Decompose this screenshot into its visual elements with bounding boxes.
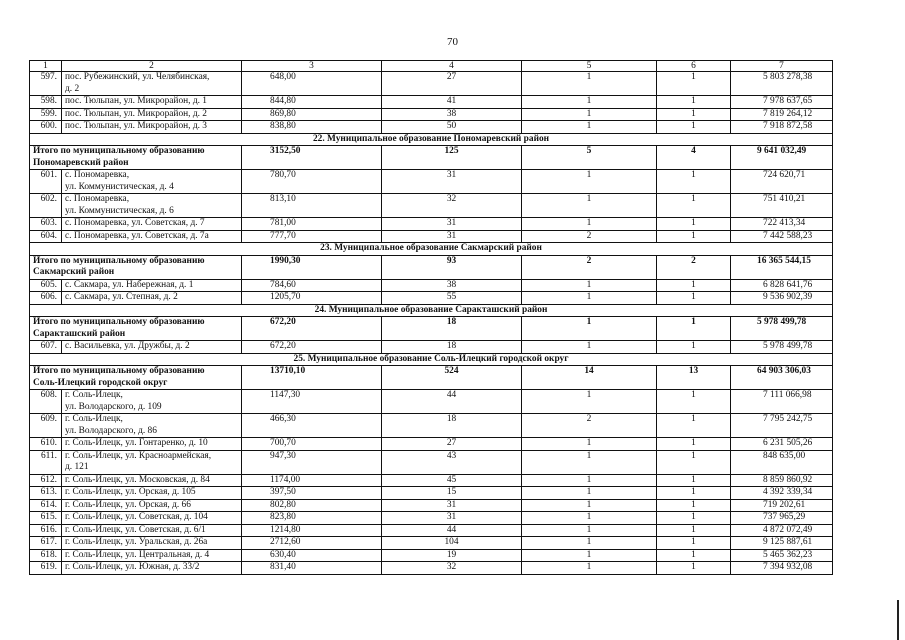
- col5-cell: 1: [522, 524, 657, 537]
- area-cell: 784,60: [242, 279, 382, 292]
- table-row: [30, 96, 833, 109]
- col5-cell: 1: [522, 537, 657, 550]
- text-line: г. Соль-Илецк, ул. Уральская, д. 26а: [65, 537, 208, 547]
- table-row: [30, 170, 833, 194]
- col6-cell: 1: [657, 414, 731, 438]
- table-row: [30, 499, 833, 512]
- text-line: д. 2: [65, 83, 80, 94]
- area-cell: 397,50: [242, 487, 382, 500]
- cost-cell: 848 635,00: [731, 450, 833, 474]
- col4-cell: 27: [382, 72, 522, 96]
- col4-cell: 31: [382, 499, 522, 512]
- subtotal-label: [30, 366, 242, 390]
- subtotal-row: [30, 146, 833, 170]
- column-number: 5: [522, 61, 657, 72]
- address-cell: [62, 474, 242, 487]
- text-line: пос. Тюльпан, ул. Микрорайон, д. 1: [65, 96, 207, 106]
- column-number: 7: [731, 61, 833, 72]
- area-cell: 838,80: [242, 121, 382, 134]
- page-number: 70: [447, 36, 458, 48]
- area-cell: 1205,70: [242, 292, 382, 305]
- row-number-cell: 604.: [30, 230, 62, 243]
- text-line: Соль-Илецкий городской округ: [33, 377, 168, 388]
- section-header-row: [30, 133, 833, 146]
- total-cost-cell: 16 365 544,15: [731, 255, 833, 279]
- col5-cell: 1: [522, 121, 657, 134]
- area-cell: 813,10: [242, 194, 382, 218]
- table-row: [30, 524, 833, 537]
- row-number-cell: 597.: [30, 72, 62, 96]
- text-line: с. Пономаревка,: [65, 170, 130, 180]
- col4-cell: 38: [382, 108, 522, 121]
- col6-cell: 1: [657, 218, 731, 231]
- area-cell: 780,70: [242, 170, 382, 194]
- subtotal-label: [30, 255, 242, 279]
- col5-cell: 1: [522, 292, 657, 305]
- table-row: [30, 487, 833, 500]
- text-line: г. Соль-Илецк, ул. Орская, д. 105: [65, 487, 196, 497]
- table-row: [30, 121, 833, 134]
- cost-cell: 7 819 264,12: [731, 108, 833, 121]
- address-cell: [62, 537, 242, 550]
- col5-cell: 1: [522, 194, 657, 218]
- total-cost-cell: 5 978 499,78: [731, 317, 833, 341]
- section-title: 23. Муниципальное образование Сакмарский район: [30, 243, 833, 256]
- address-cell: [62, 194, 242, 218]
- text-line: Итого по муниципальному образованию: [33, 146, 205, 156]
- row-number-cell: 606.: [30, 292, 62, 305]
- row-number-cell: 600.: [30, 121, 62, 134]
- section-header-row: [30, 353, 833, 366]
- col6-cell: 1: [657, 474, 731, 487]
- total-col5-cell: 14: [522, 366, 657, 390]
- table-row: [30, 292, 833, 305]
- cost-cell: 8 859 860,92: [731, 474, 833, 487]
- text-line: Итого по муниципальному образованию: [33, 317, 205, 327]
- row-number-cell: 601.: [30, 170, 62, 194]
- subtotal-row: [30, 366, 833, 390]
- cost-cell: 7 918 872,58: [731, 121, 833, 134]
- col4-cell: 55: [382, 292, 522, 305]
- col5-cell: 1: [522, 72, 657, 96]
- text-line: г. Соль-Илецк, ул. Советская, д. 6/1: [65, 524, 206, 535]
- address-cell: [62, 108, 242, 121]
- row-number-cell: 611.: [30, 450, 62, 474]
- row-number-cell: 609.: [30, 414, 62, 438]
- area-cell: 947,30: [242, 450, 382, 474]
- column-number: 1: [30, 61, 62, 72]
- col4-cell: 31: [382, 230, 522, 243]
- total-col6-cell: 4: [657, 146, 731, 170]
- row-number-cell: 607.: [30, 341, 62, 354]
- address-cell: [62, 230, 242, 243]
- table-row: [30, 549, 833, 562]
- text-line: Итого по муниципальному образованию: [33, 255, 205, 266]
- address-cell: [62, 121, 242, 134]
- column-number: 3: [242, 61, 382, 72]
- subtotal-row: [30, 255, 833, 279]
- col6-cell: 1: [657, 549, 731, 562]
- table-row: [30, 218, 833, 231]
- col5-cell: 1: [522, 562, 657, 575]
- address-cell: [62, 72, 242, 96]
- section-title: 25. Муниципальное образование Соль-Илецкий городской округ: [30, 353, 833, 366]
- table-row: [30, 390, 833, 414]
- text-line: г. Соль-Илецк,: [65, 390, 123, 400]
- col4-cell: 32: [382, 562, 522, 575]
- address-cell: [62, 341, 242, 354]
- row-number-cell: 615.: [30, 512, 62, 525]
- cost-cell: 4 872 072,49: [731, 524, 833, 537]
- cost-cell: 5 803 278,38: [731, 72, 833, 96]
- table-row: [30, 512, 833, 525]
- address-cell: [62, 487, 242, 500]
- column-number: 4: [382, 61, 522, 72]
- text-line: Сакмарский район: [33, 267, 115, 277]
- col4-cell: 38: [382, 279, 522, 292]
- text-line: пос. Тюльпан, ул. Микрорайон, д. 3: [65, 121, 207, 131]
- total-col6-cell: 1: [657, 317, 731, 341]
- text-line: г. Соль-Илецк, ул. Гонтаренко, д. 10: [65, 438, 208, 448]
- table-row: [30, 474, 833, 487]
- row-number-cell: 612.: [30, 474, 62, 487]
- text-line: ул. Коммунистическая, д. 6: [65, 205, 174, 216]
- cost-cell: 722 413,34: [731, 218, 833, 231]
- cost-cell: 4 392 339,34: [731, 487, 833, 500]
- address-cell: [62, 512, 242, 525]
- cost-cell: 9 536 902,39: [731, 292, 833, 305]
- area-cell: 700,70: [242, 438, 382, 451]
- col5-cell: 1: [522, 438, 657, 451]
- column-number: 6: [657, 61, 731, 72]
- column-number-row: [30, 61, 833, 72]
- cost-cell: 719 202,61: [731, 499, 833, 512]
- col6-cell: 1: [657, 194, 731, 218]
- col6-cell: 1: [657, 512, 731, 525]
- col5-cell: 1: [522, 450, 657, 474]
- text-line: с. Пономаревка, ул. Советская, д. 7а: [65, 230, 209, 241]
- cost-cell: 7 978 637,65: [731, 96, 833, 109]
- row-number-cell: 616.: [30, 524, 62, 537]
- table-row: [30, 108, 833, 121]
- text-line: ул. Володарского, д. 109: [65, 401, 162, 412]
- total-col4-cell: 125: [382, 146, 522, 170]
- area-cell: 823,80: [242, 512, 382, 525]
- col4-cell: 19: [382, 549, 522, 562]
- cost-cell: 7 111 066,98: [731, 390, 833, 414]
- col5-cell: 1: [522, 487, 657, 500]
- area-cell: 1147,30: [242, 390, 382, 414]
- row-number-cell: 617.: [30, 537, 62, 550]
- col4-cell: 31: [382, 170, 522, 194]
- col4-cell: 31: [382, 512, 522, 525]
- col6-cell: 1: [657, 524, 731, 537]
- text-line: Пономаревский район: [33, 157, 129, 168]
- row-number-cell: 613.: [30, 487, 62, 500]
- text-line: ул. Володарского, д. 86: [65, 425, 157, 436]
- address-cell: [62, 170, 242, 194]
- row-number-cell: 619.: [30, 562, 62, 575]
- col6-cell: 1: [657, 438, 731, 451]
- area-cell: 844,80: [242, 96, 382, 109]
- row-number-cell: 608.: [30, 390, 62, 414]
- text-line: с. Пономаревка,: [65, 194, 130, 204]
- cost-cell: 9 125 887,61: [731, 537, 833, 550]
- area-cell: 777,70: [242, 230, 382, 243]
- col5-cell: 1: [522, 218, 657, 231]
- col5-cell: 1: [522, 474, 657, 487]
- table-row: [30, 414, 833, 438]
- text-line: с. Сакмара, ул. Степная, д. 2: [65, 292, 178, 302]
- col5-cell: 1: [522, 341, 657, 354]
- address-cell: [62, 562, 242, 575]
- total-col5-cell: 1: [522, 317, 657, 341]
- total-col4-cell: 18: [382, 317, 522, 341]
- col5-cell: 1: [522, 549, 657, 562]
- text-line: с. Васильевка, ул. Дружбы, д. 2: [65, 341, 190, 351]
- table-row: [30, 537, 833, 550]
- text-line: д. 121: [65, 462, 89, 472]
- col6-cell: 1: [657, 279, 731, 292]
- area-cell: 648,00: [242, 72, 382, 96]
- text-line: с. Сакмара, ул. Набережная, д. 1: [65, 279, 194, 290]
- total-col6-cell: 13: [657, 366, 731, 390]
- address-cell: [62, 414, 242, 438]
- total-cost-cell: 64 903 306,03: [731, 366, 833, 390]
- col5-cell: 2: [522, 230, 657, 243]
- section-header-row: [30, 304, 833, 317]
- col4-cell: 43: [382, 450, 522, 474]
- section-title: 24. Муниципальное образование Саракташский район: [30, 304, 833, 317]
- col6-cell: 1: [657, 108, 731, 121]
- col4-cell: 15: [382, 487, 522, 500]
- area-cell: 466,30: [242, 414, 382, 438]
- col4-cell: 27: [382, 438, 522, 451]
- area-cell: 1214,80: [242, 524, 382, 537]
- table-row: [30, 341, 833, 354]
- col6-cell: 1: [657, 230, 731, 243]
- table-row: [30, 562, 833, 575]
- col6-cell: 1: [657, 341, 731, 354]
- total-col5-cell: 5: [522, 146, 657, 170]
- col4-cell: 50: [382, 121, 522, 134]
- area-cell: 1174,00: [242, 474, 382, 487]
- text-line: ул. Коммунистическая, д. 4: [65, 181, 174, 192]
- col4-cell: 18: [382, 414, 522, 438]
- table-row: [30, 450, 833, 474]
- col4-cell: 45: [382, 474, 522, 487]
- col4-cell: 18: [382, 341, 522, 354]
- subtotal-label: [30, 317, 242, 341]
- col4-cell: 104: [382, 537, 522, 550]
- row-number-cell: 598.: [30, 96, 62, 109]
- area-cell: 781,00: [242, 218, 382, 231]
- column-number: 2: [62, 61, 242, 72]
- col6-cell: 1: [657, 450, 731, 474]
- col6-cell: 1: [657, 121, 731, 134]
- area-cell: 869,80: [242, 108, 382, 121]
- total-area-cell: 672,20: [242, 317, 382, 341]
- col4-cell: 41: [382, 96, 522, 109]
- text-line: пос. Рубежинский, ул. Челябинская,: [65, 72, 210, 82]
- table-row: [30, 230, 833, 243]
- text-line: г. Соль-Илецк,: [65, 414, 123, 424]
- col5-cell: 1: [522, 279, 657, 292]
- area-cell: 630,40: [242, 549, 382, 562]
- cost-cell: 724 620,71: [731, 170, 833, 194]
- area-cell: 802,80: [242, 499, 382, 512]
- col6-cell: 1: [657, 96, 731, 109]
- row-number-cell: 614.: [30, 499, 62, 512]
- text-line: г. Соль-Илецк, ул. Московская, д. 84: [65, 474, 210, 485]
- col6-cell: 1: [657, 292, 731, 305]
- col5-cell: 1: [522, 96, 657, 109]
- total-col5-cell: 2: [522, 255, 657, 279]
- col4-cell: 32: [382, 194, 522, 218]
- row-number-cell: 618.: [30, 549, 62, 562]
- cost-cell: 6 828 641,76: [731, 279, 833, 292]
- col6-cell: 1: [657, 72, 731, 96]
- total-area-cell: 3152,50: [242, 146, 382, 170]
- row-number-cell: 603.: [30, 218, 62, 231]
- total-col6-cell: 2: [657, 255, 731, 279]
- address-cell: [62, 499, 242, 512]
- row-number-cell: 605.: [30, 279, 62, 292]
- col6-cell: 1: [657, 562, 731, 575]
- col5-cell: 1: [522, 170, 657, 194]
- cost-cell: 5 978 499,78: [731, 341, 833, 354]
- cost-cell: 5 465 362,23: [731, 549, 833, 562]
- table-row: [30, 279, 833, 292]
- row-number-cell: 599.: [30, 108, 62, 121]
- text-line: г. Соль-Илецк, ул. Орская, д. 66: [65, 499, 191, 510]
- col5-cell: 2: [522, 414, 657, 438]
- row-number-cell: 610.: [30, 438, 62, 451]
- address-cell: [62, 438, 242, 451]
- housing-table: [29, 60, 833, 575]
- col6-cell: 1: [657, 390, 731, 414]
- address-cell: [62, 279, 242, 292]
- total-area-cell: 13710,10: [242, 366, 382, 390]
- col5-cell: 1: [522, 499, 657, 512]
- section-header-row: [30, 243, 833, 256]
- cost-cell: 7 795 242,75: [731, 414, 833, 438]
- total-col4-cell: 93: [382, 255, 522, 279]
- area-cell: 2712,60: [242, 537, 382, 550]
- scan-edge-mark: [897, 600, 899, 640]
- col5-cell: 1: [522, 108, 657, 121]
- table-row: [30, 72, 833, 96]
- address-cell: [62, 96, 242, 109]
- subtotal-label: [30, 146, 242, 170]
- row-number-cell: 602.: [30, 194, 62, 218]
- text-line: г. Соль-Илецк, ул. Центральная, д. 4: [65, 549, 210, 560]
- total-area-cell: 1990,30: [242, 255, 382, 279]
- col5-cell: 1: [522, 512, 657, 525]
- address-cell: [62, 292, 242, 305]
- total-cost-cell: 9 641 032,49: [731, 146, 833, 170]
- cost-cell: 7 442 588,23: [731, 230, 833, 243]
- text-line: Саракташский район: [33, 328, 126, 339]
- text-line: г. Соль-Илецк, ул. Южная, д. 33/2: [65, 562, 200, 572]
- cost-cell: 737 965,29: [731, 512, 833, 525]
- cost-cell: 7 394 932,08: [731, 562, 833, 575]
- col6-cell: 1: [657, 499, 731, 512]
- text-line: г. Соль-Илецк, ул. Советская, д. 104: [65, 512, 208, 522]
- cost-cell: 6 231 505,26: [731, 438, 833, 451]
- section-title: 22. Муниципальное образование Пономаревский район: [30, 133, 833, 146]
- address-cell: [62, 549, 242, 562]
- table-body: [30, 61, 833, 575]
- col5-cell: 1: [522, 390, 657, 414]
- area-cell: 831,40: [242, 562, 382, 575]
- col6-cell: 1: [657, 170, 731, 194]
- table-row: [30, 194, 833, 218]
- total-col4-cell: 524: [382, 366, 522, 390]
- address-cell: [62, 524, 242, 537]
- address-cell: [62, 450, 242, 474]
- col4-cell: 44: [382, 524, 522, 537]
- address-cell: [62, 390, 242, 414]
- subtotal-row: [30, 317, 833, 341]
- area-cell: 672,20: [242, 341, 382, 354]
- cost-cell: 751 410,21: [731, 194, 833, 218]
- col4-cell: 44: [382, 390, 522, 414]
- table-row: [30, 438, 833, 451]
- address-cell: [62, 218, 242, 231]
- col6-cell: 1: [657, 487, 731, 500]
- text-line: пос. Тюльпан, ул. Микрорайон, д. 2: [65, 108, 207, 119]
- col4-cell: 31: [382, 218, 522, 231]
- text-line: г. Соль-Илецк, ул. Красноармейская,: [65, 450, 212, 461]
- text-line: с. Пономаревка, ул. Советская, д. 7: [65, 218, 205, 228]
- col6-cell: 1: [657, 537, 731, 550]
- text-line: Итого по муниципальному образованию: [33, 366, 205, 376]
